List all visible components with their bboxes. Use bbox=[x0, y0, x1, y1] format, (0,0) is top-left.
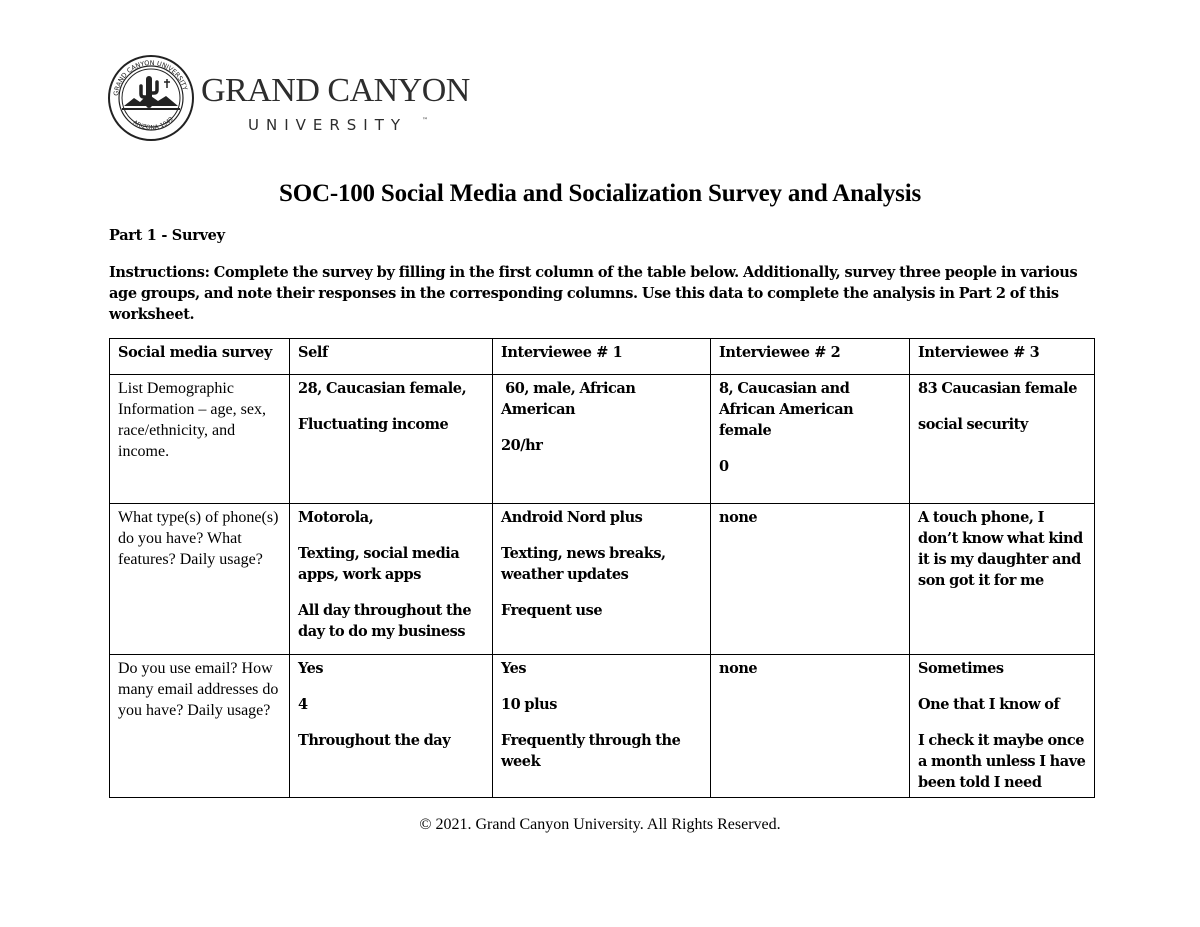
answer-line: Yes bbox=[501, 660, 527, 677]
part-heading: Part 1 - Survey bbox=[109, 227, 225, 244]
answer-line: Sometimes bbox=[918, 660, 1004, 677]
answer-line: I check it maybe once a month unless I have been told I need bbox=[918, 732, 1086, 791]
answer-line: Texting, news breaks, weather updates bbox=[501, 545, 666, 583]
answer-cell-self bbox=[290, 375, 493, 504]
table-header-row bbox=[110, 339, 1095, 375]
column-header-interviewee-2: Interviewee # 2 bbox=[711, 339, 910, 375]
answer-line: A touch phone, I don’t know what kind it is my daughter and son got it for me bbox=[918, 509, 1083, 589]
answer-line: All day throughout the day to do my business bbox=[298, 602, 472, 640]
answer-line: Throughout the day bbox=[298, 732, 451, 749]
answer-line: One that I know of bbox=[918, 696, 1060, 713]
answer-cell-interviewee-2 bbox=[711, 375, 910, 504]
column-header-interviewee-3: Interviewee # 3 bbox=[910, 339, 1095, 375]
answer-cell-interviewee-3 bbox=[910, 504, 1095, 655]
question-cell: List Demographic Information – age, sex, race/ethnicity, and income. bbox=[110, 375, 290, 504]
answer-cell-interviewee-2 bbox=[711, 504, 910, 655]
answer-cell-interviewee-1 bbox=[493, 655, 711, 798]
seal-text-top: GRAND CANYON UNIVERSITY bbox=[112, 58, 189, 97]
copyright-footer: © 2021. Grand Canyon University. All Rights Reserved. bbox=[419, 816, 781, 833]
answer-line: 4 bbox=[298, 696, 308, 713]
answer-line: 60, male, African American bbox=[501, 380, 640, 418]
answer-cell-interviewee-1 bbox=[493, 375, 711, 504]
question-cell: Do you use email? How many email addresses do you have? Daily usage? bbox=[110, 655, 290, 798]
answer-line: 10 plus bbox=[501, 696, 557, 713]
answer-cell-interviewee-1 bbox=[493, 504, 711, 655]
answer-line: Android Nord plus bbox=[501, 509, 643, 526]
logo-name-line1: GRAND CANYON bbox=[201, 72, 470, 109]
instructions: Instructions: Complete the survey by filling in the first column of the table below. Additionally, survey three people in various age groups, and note their responses in the corresponding columns. Use this data to complete the analysis in Part 2 of this worksheet. bbox=[109, 264, 1078, 323]
answer-line: Yes bbox=[298, 660, 324, 677]
question-cell: What type(s) of phone(s) do you have? What features? Daily usage? bbox=[110, 504, 290, 655]
answer-cell-self bbox=[290, 655, 493, 798]
answer-line: 8, Caucasian and African American female bbox=[719, 380, 854, 439]
answer-line: Fluctuating income bbox=[298, 416, 449, 433]
answer-line: 28, Caucasian female, bbox=[298, 380, 467, 397]
answer-line: Texting, social media apps, work apps bbox=[298, 545, 460, 583]
column-header-self: Self bbox=[290, 339, 493, 375]
answer-line: 0 bbox=[719, 458, 729, 475]
logo-name-line2: UNIVERSITY bbox=[248, 116, 408, 134]
table-row bbox=[110, 375, 1095, 504]
answer-line: Motorola, bbox=[298, 509, 374, 526]
answer-line: none bbox=[719, 660, 758, 677]
answer-line: 83 Caucasian female bbox=[918, 380, 1077, 397]
answer-cell-self bbox=[290, 504, 493, 655]
answer-line: Frequent use bbox=[501, 602, 603, 619]
answer-cell-interviewee-3 bbox=[910, 375, 1095, 504]
answer-line: Frequently through the week bbox=[501, 732, 681, 770]
survey-table bbox=[109, 338, 1095, 798]
logo-trademark: ™ bbox=[422, 117, 428, 124]
answer-line: social security bbox=[918, 416, 1028, 433]
answer-line: none bbox=[719, 509, 758, 526]
table-row bbox=[110, 655, 1095, 798]
answer-line: 20/hr bbox=[501, 437, 543, 454]
column-header-question: Social media survey bbox=[110, 339, 290, 375]
document-title: SOC-100 Social Media and Socialization Survey and Analysis bbox=[279, 180, 921, 207]
column-header-interviewee-1: Interviewee # 1 bbox=[493, 339, 711, 375]
seal-icon bbox=[108, 54, 488, 144]
answer-cell-interviewee-2 bbox=[711, 655, 910, 798]
seal-text-bottom: ARIZONA 1949 bbox=[131, 115, 175, 132]
answer-cell-interviewee-3 bbox=[910, 655, 1095, 798]
university-logo bbox=[108, 54, 488, 144]
table-row bbox=[110, 504, 1095, 655]
